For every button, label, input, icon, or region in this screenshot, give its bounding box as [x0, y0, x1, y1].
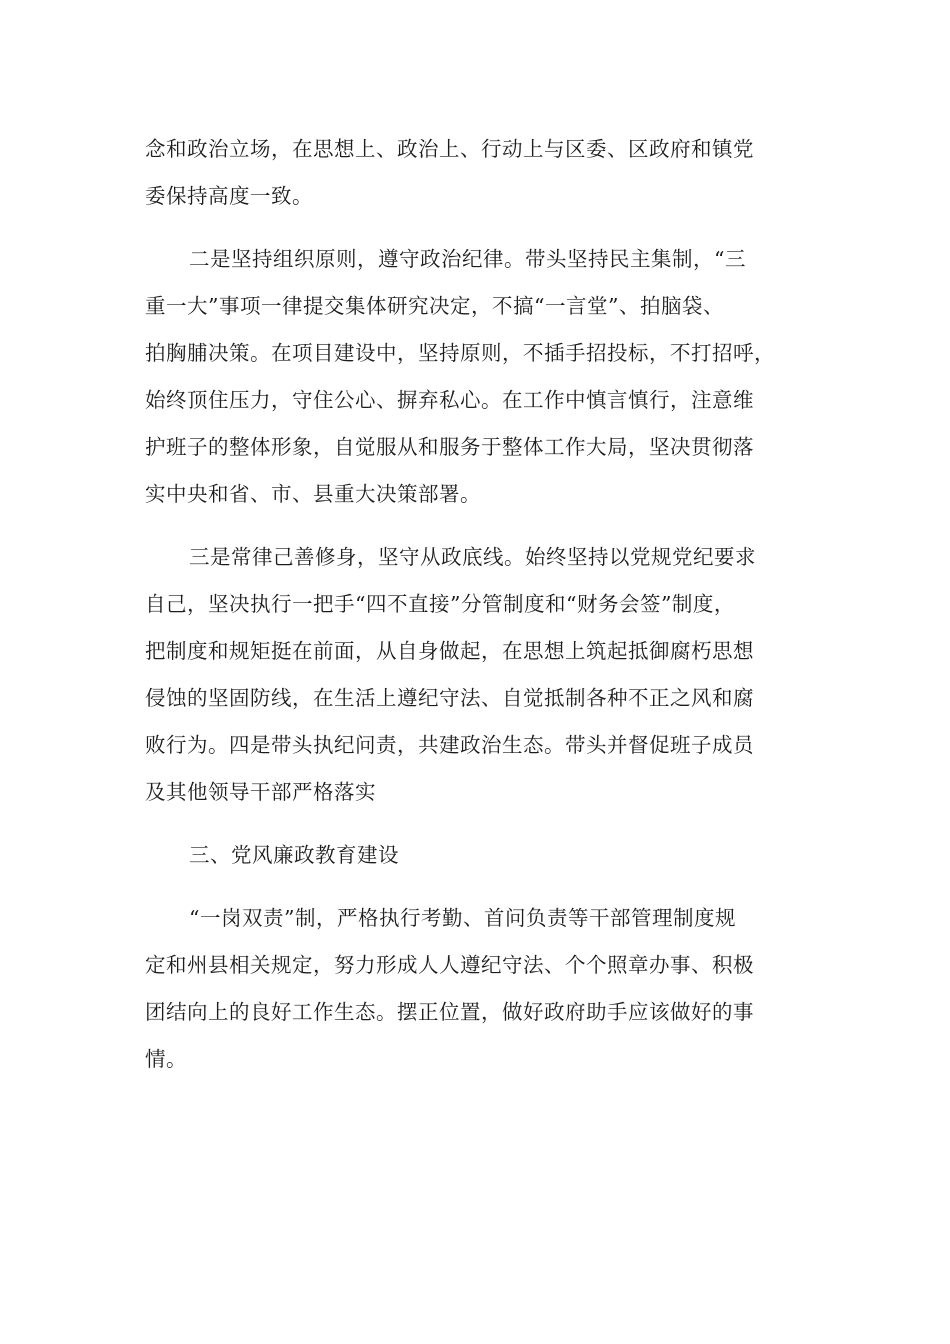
text-line: 定和州县相关规定，努力形成人人遵纪守法、个个照章办事、积极 — [145, 953, 754, 977]
heading-text: 三、党风廉政教育建设 — [189, 843, 399, 867]
text-line: 拍胸脯决策。在项目建设中，坚持原则，不插手招投标，不打招呼， — [145, 341, 775, 365]
text-line: “一岗双责”制，严格执行考勤、首问负责等干部管理制度规 — [189, 906, 736, 930]
text-line: 侵蚀的坚固防线，在生活上遵纪守法、自觉抵制各种不正之风和腐 — [145, 686, 754, 710]
text-line: 及其他领导干部严格落实 — [145, 780, 376, 804]
text-line: 实中央和省、市、县重大决策部署。 — [145, 482, 481, 506]
text-line: 护班子的整体形象，自觉服从和服务于整体工作大局，坚决贯彻落 — [145, 435, 754, 459]
text-line: 把制度和规矩挺在前面，从自身做起，在思想上筑起抵御腐朽思想 — [145, 639, 754, 663]
text-line: 情。 — [145, 1047, 187, 1071]
paragraph-responsibility — [145, 895, 805, 1083]
document-body — [145, 126, 805, 1083]
text-line: 三是常律己善修身，坚守从政底线。始终坚持以党规党纪要求 — [189, 545, 756, 569]
paragraph-continuation — [145, 126, 805, 220]
section-heading — [145, 832, 805, 879]
text-line: 败行为。四是带头执纪问责，共建政治生态。带头并督促班子成员 — [145, 733, 754, 757]
paragraph-organization-principle — [145, 236, 805, 518]
text-line: 始终顶住压力，守住公心、摒弃私心。在工作中慎言慎行，注意维 — [145, 388, 754, 412]
text-line: 团结向上的良好工作生态。摆正位置，做好政府助手应该做好的事 — [145, 1000, 754, 1024]
text-line: 念和政治立场，在思想上、政治上、行动上与区委、区政府和镇党 — [145, 137, 754, 161]
text-line: 重一大”事项一律提交集体研究决定，不搞“一言堂”、拍脑袋、 — [145, 294, 724, 318]
text-line: 自己，坚决执行一把手“四不直接”分管制度和“财务会签”制度， — [145, 592, 735, 616]
text-line: 二是坚持组织原则，遵守政治纪律。带头坚持民主集制，“三 — [189, 247, 746, 271]
paragraph-self-discipline — [145, 534, 805, 816]
text-line: 委保持高度一致。 — [145, 184, 313, 208]
